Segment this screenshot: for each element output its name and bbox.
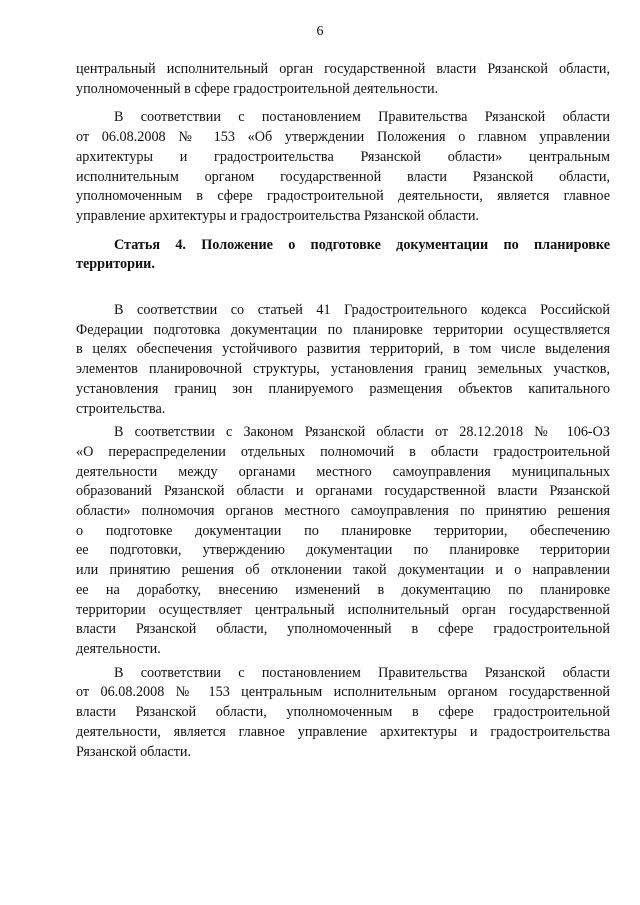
paragraph-resolution-153-final xyxy=(76,664,610,763)
text-line: деятельности между органами местного самоуправления муниципальных xyxy=(76,463,610,480)
heading-line: территории. xyxy=(76,256,155,273)
text-line: образований Рязанской области и органами государственной власти Рязанской xyxy=(76,483,610,500)
text-line: управление архитектуры и градостроительства Рязанской области. xyxy=(76,207,479,224)
paragraph-continuation xyxy=(76,60,610,99)
text-line: уполномоченный в сфере градостроительной деятельности. xyxy=(76,80,439,97)
text-line: ее на доработку, внесению изменений в документацию по планировке xyxy=(76,581,610,598)
text-line: В соответствии с Законом Рязанской области от 28.12.2018 № 106-ОЗ xyxy=(114,424,610,441)
text-line: В соответствии с постановлением Правительства Рязанской области xyxy=(114,664,610,681)
text-line: элементов планировочной структуры, установления границ земельных участков, xyxy=(76,361,610,378)
paragraph-resolution-153 xyxy=(76,108,610,226)
article-4-heading xyxy=(76,236,610,275)
text-line: от 06.08.2008 № 153 центральным исполнительным органом государственной xyxy=(76,684,610,701)
text-line: Федерации подготовка документации по планировке территории осуществляется xyxy=(76,321,610,338)
text-line: власти Рязанской области, уполномоченный в сфере градостроительной xyxy=(76,621,610,638)
text-line: В соответствии со статьей 41 Градостроительного кодекса Российской xyxy=(114,302,610,319)
text-line: центральный исполнительный орган государственной власти Рязанской области, xyxy=(76,61,610,77)
text-line: исполнительным органом государственной власти Рязанской области, xyxy=(76,168,610,185)
paragraph-law-106-oz xyxy=(76,423,610,659)
text-line: власти Рязанской области, уполномоченным в сфере градостроительной xyxy=(76,704,610,721)
text-line: строительства. xyxy=(76,400,166,417)
text-line: «О перераспределении отдельных полномочий в области градостроительной xyxy=(76,443,610,460)
text-line: Рязанской области. xyxy=(76,743,192,760)
text-line: или принятию решения об отклонении такой документации и о направлении xyxy=(76,562,610,579)
document-body xyxy=(76,60,610,762)
text-line: в целях обеспечения устойчивого развития территорий, в том числе выделения xyxy=(76,341,610,358)
page-number: 6 xyxy=(316,24,324,39)
text-line: архитектуры и градостроительства Рязанской области» центральным xyxy=(76,148,610,165)
text-line: о подготовке документации по планировке территории, обеспечению xyxy=(76,522,610,539)
text-line: ее подготовки, утверждению документации по планировке территории xyxy=(76,542,610,559)
text-line: от 06.08.2008 № 153 «Об утверждении Положения о главном управлении xyxy=(76,129,610,146)
text-line: уполномоченным в сфере градостроительной деятельности, является главное xyxy=(76,188,610,205)
text-line: установления границ зон планируемого размещения объектов капитального xyxy=(76,380,610,397)
heading-line: Статья 4. Положение о подготовке документации по планировке xyxy=(114,236,610,253)
text-line: В соответствии с постановлением Правительства Рязанской области xyxy=(114,109,610,126)
paragraph-article-41 xyxy=(76,301,610,419)
text-line: области» полномочия органов местного самоуправления по принятию решения xyxy=(76,503,610,520)
text-line: деятельности, является главное управление архитектуры и градостроительства xyxy=(76,723,610,740)
text-line: территории осуществляет центральный исполнительный орган государственной xyxy=(76,601,610,618)
text-line: деятельности. xyxy=(76,640,161,657)
